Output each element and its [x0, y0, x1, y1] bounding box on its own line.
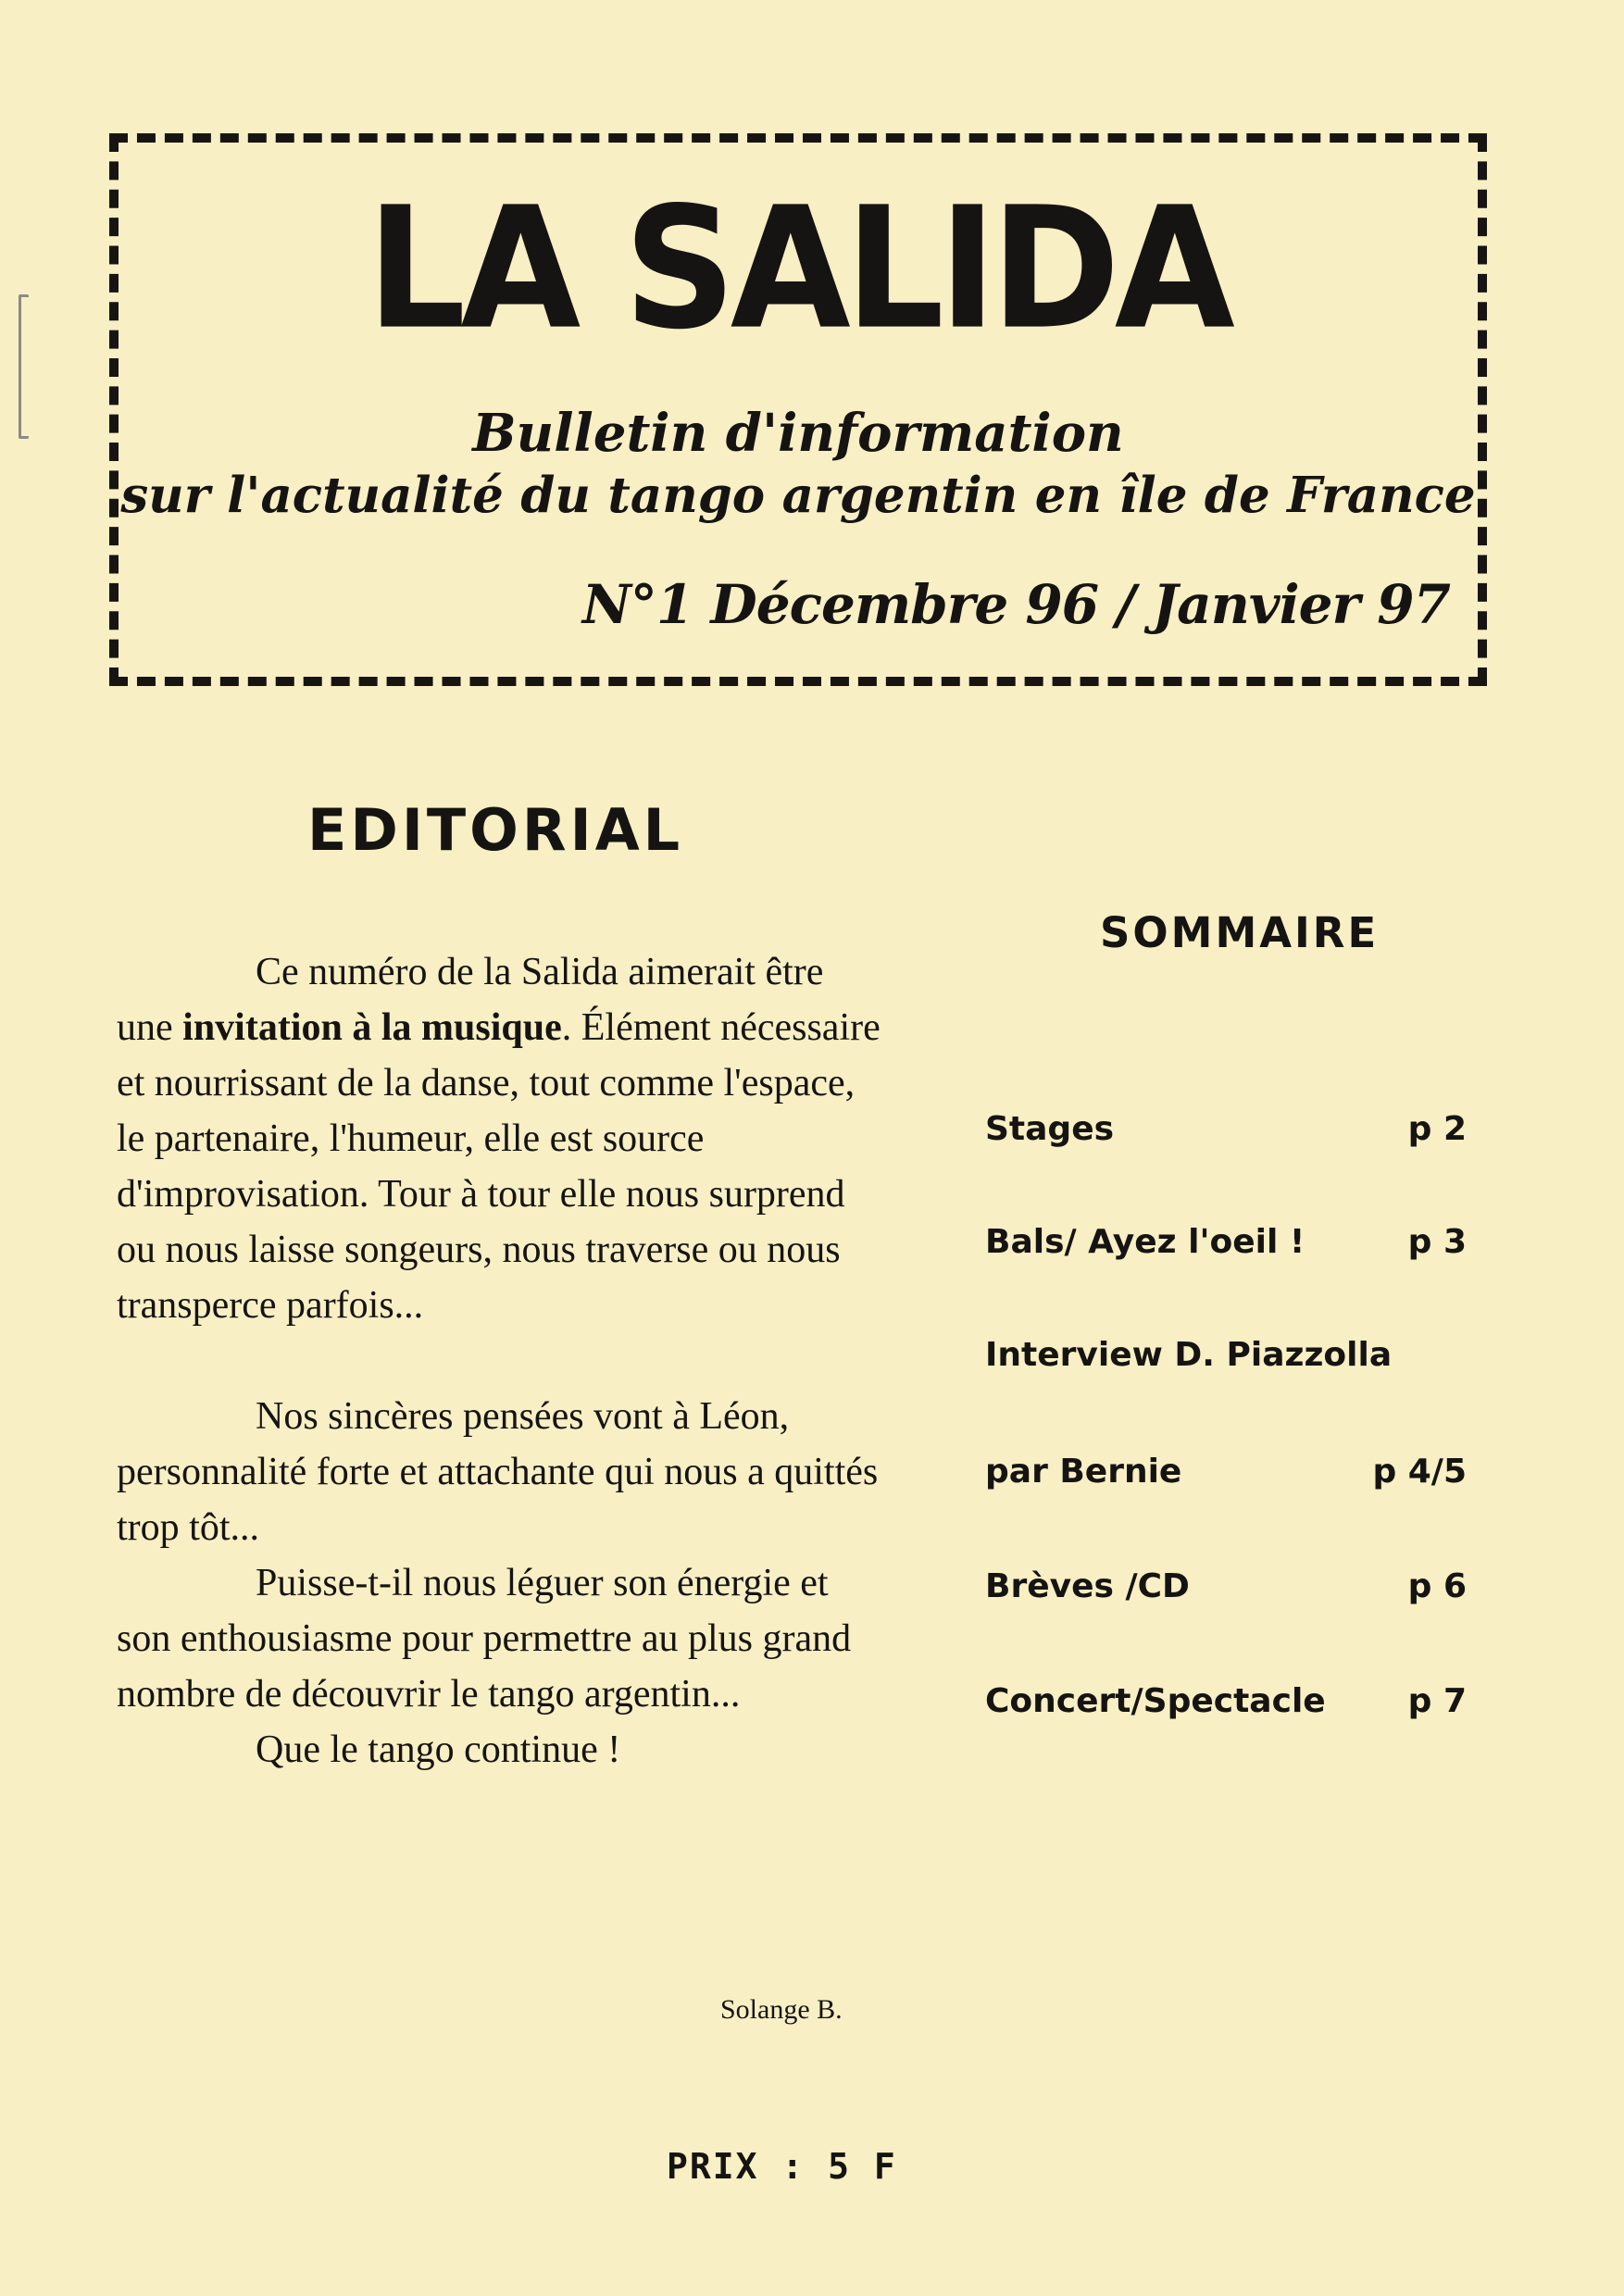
- editorial-paragraph-1: [117, 944, 885, 1333]
- toc-item-par-bernie: [985, 1444, 1467, 1500]
- toc-item-label: Interview D. Piazzolla: [985, 1336, 1393, 1374]
- editorial-paragraph-3: Puisse-t-il nous léguer son énergie et son enthousiasme pour permettre au plus grand nombre de découvrir le tango argentin...: [117, 1562, 852, 1716]
- issue-date: N°1 Décembre 96 / Janvier 97: [581, 573, 1450, 636]
- editorial-p1-emphasis: invitation à la musique: [182, 1006, 562, 1049]
- toc-item-label: Stages: [985, 1110, 1115, 1148]
- newsletter-title: LA SALIDA: [367, 170, 1230, 367]
- toc-item-page: p 2: [1407, 1110, 1467, 1148]
- staple-mark: [19, 294, 29, 439]
- price-label: PRIX : 5 F: [667, 2146, 897, 2187]
- toc-item-label: par Bernie: [985, 1453, 1182, 1491]
- editorial-signature: Solange B.: [720, 1994, 843, 2025]
- editorial-paragraph-2: Nos sincères pensées vont à Léon, personnalité forte et attachante qui nous a quittés trop tôt...: [117, 1395, 879, 1549]
- toc-item-concert: [985, 1674, 1467, 1729]
- editorial-p1-start: Ce numéro de la Salida aimerait être une: [117, 951, 824, 1049]
- editorial-heading: EDITORIAL: [307, 796, 684, 864]
- sommaire-heading: SOMMAIRE: [1100, 908, 1380, 957]
- editorial-text: [117, 944, 885, 1778]
- toc-item-page: p 4/5: [1372, 1453, 1467, 1491]
- toc-item-page: p 3: [1407, 1223, 1467, 1261]
- toc-item-label: Bals/ Ayez l'oeil !: [985, 1223, 1305, 1261]
- masthead-box: [109, 133, 1487, 686]
- toc-item-breves: [985, 1559, 1467, 1615]
- editorial-paragraph-4: Que le tango continue !: [256, 1728, 621, 1771]
- toc-item-label: Brèves /CD: [985, 1567, 1190, 1605]
- toc-item-interview: [985, 1328, 1467, 1383]
- toc-item-page: p 7: [1407, 1682, 1467, 1720]
- toc-item-label: Concert/Spectacle: [985, 1682, 1326, 1720]
- toc-item-page: p 6: [1407, 1567, 1467, 1605]
- toc-item-bals: [985, 1215, 1467, 1270]
- editorial-p1-end: . Élément nécessaire et nourrissant de la danse, tout comme l'espace, le partenaire, l'humeur, elle est source d'improvisation. Tour à tour elle nous surprend ou nous laisse songeurs, nous traverse ou nous transperce parfois...: [117, 1006, 881, 1327]
- subtitle-line-1: Bulletin d'information: [472, 403, 1124, 464]
- toc-item-stages: [985, 1102, 1467, 1157]
- subtitle-line-2: sur l'actualité du tango argentin en île de France: [120, 467, 1476, 524]
